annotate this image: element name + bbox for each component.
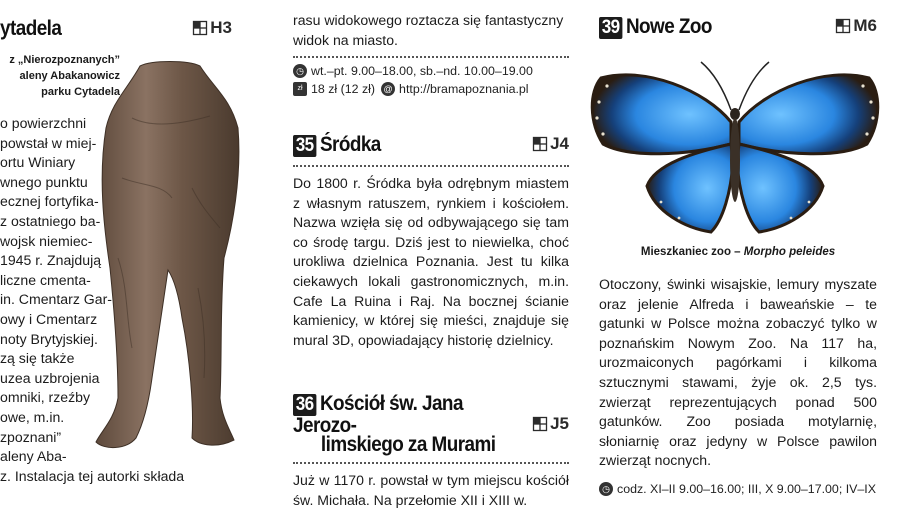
section-srodka (293, 134, 569, 350)
grid-ref-label: J5 (550, 414, 569, 433)
section-header-cytadela (0, 18, 232, 40)
section-title-text: Nowe Zoo (625, 15, 712, 38)
grid-reference (533, 414, 569, 434)
body-line: omniki, rzeźby (0, 389, 91, 406)
website-link[interactable]: http://bramapoznania.pl (399, 82, 529, 97)
map-grid-icon (533, 417, 547, 431)
grid-reference (836, 16, 877, 36)
cytadela-continuation (293, 11, 569, 98)
section-title-text: Śródka (319, 133, 381, 156)
section-body: Do 1800 r. Śródka była odrębnym miastem z własnym ratuszem, rynkiem i kościołem. Nazwa wzięła się od odbywającego się tam co środę targu. Dziś jest to niewielka, choć urokliwa dzielnica Poznania. Jest tu kilka ciekawych lokali gastronomicznych, m.in. Cafe La Ruina i Raj. Na bocznej ścianie kamienicy, w której się mieści, znajduje się mural 3D, opowiadający historię dzielnicy. (293, 175, 569, 348)
grid-ref-label: H3 (210, 18, 232, 37)
hours-text: codz. XI–II 9.00–16.00; III, X 9.00–17.00; IV–IX (617, 482, 877, 496)
section-header (293, 394, 569, 454)
hours-text: wt.–pt. 9.00–18.00, sb.–nd. 10.00–19.00 (311, 64, 533, 79)
body-line: owy i Cmentarz (0, 311, 98, 327)
body-line: ortu Winiary (0, 154, 76, 171)
at-sign-icon: @ (381, 82, 395, 96)
caption-text: Mieszkaniec zoo – (640, 246, 744, 258)
body-line: uzea uzbrojenia (0, 369, 100, 386)
price-text: 18 zł (12 zł) (311, 82, 376, 97)
section-body-nowe-zoo: Otoczony, świnki wisajskie, lemury myszate oraz jelenie Alfreda i baweańskie – te gatunki w Polsce można zobaczyć tylko w poznańskim Nowym Zoo. Na 117 ha, urozmaiconych pagórkami i kilkoma sztucznymi stawami, żyje ok. 2,5 tys. zwierząt reprezentujących ponad 500 gatunków. Zoo posiada motylarnię, słoniarnię oraz jedyny w Polsce pawilon zwierząt nocnych. (599, 276, 877, 469)
body-line: owe, m.in. (0, 409, 65, 425)
grid-ref-label: J4 (550, 134, 569, 153)
image-caption (599, 246, 877, 258)
section-title-line: limskiego za Murami (320, 433, 496, 456)
body-line: in. Cmentarz Gar- (0, 291, 112, 308)
section-number: 39 (599, 17, 622, 39)
section-kosciol-jana (293, 394, 569, 510)
map-grid-icon (836, 19, 850, 33)
sculpture-image (92, 58, 242, 453)
body-line: noty Brytyjskiej. (0, 330, 98, 347)
section-header (293, 134, 569, 157)
section-title: ytadela (0, 17, 62, 40)
body-line: zą się także (0, 350, 75, 367)
caption-line: parku Cytadela (41, 86, 120, 98)
body-line: liczne cmenta- (0, 271, 91, 288)
dotted-divider (293, 165, 569, 167)
grid-reference (533, 134, 569, 154)
grid-reference (193, 18, 232, 38)
middle-column (293, 0, 569, 508)
section-title (293, 394, 509, 454)
body-line: zpoznani” (0, 428, 62, 445)
section-title (599, 16, 712, 39)
body-line: 1945 r. Znajdują (0, 252, 102, 269)
section-title (293, 134, 381, 157)
body-line: powstał w miej- (0, 134, 97, 151)
body-line: z. Instalacja tej autorki składa (0, 467, 185, 484)
body-line: wojsk niemiec- (0, 232, 93, 249)
section-number: 36 (293, 394, 316, 416)
right-column (599, 0, 877, 495)
map-grid-icon (193, 21, 207, 35)
body-line: o powierzchni (0, 115, 87, 131)
body-line: ecznej fortyfika- (0, 193, 99, 210)
ticket-icon: zł (293, 82, 307, 96)
section-title-line: Kościół św. Jana Jerozo- (293, 392, 463, 437)
caption-line: aleny Abakanowicz (19, 70, 120, 82)
clock-icon: ◷ (293, 64, 307, 78)
dotted-divider (293, 56, 569, 58)
butterfly-image (585, 52, 885, 242)
left-column (0, 0, 232, 495)
clock-icon: ◷ (599, 482, 613, 496)
section-number: 35 (293, 135, 316, 157)
body-line: wnego punktu (0, 173, 88, 190)
map-grid-icon (533, 137, 547, 151)
dotted-divider (293, 462, 569, 464)
section-header-nowe-zoo (599, 16, 877, 39)
caption-species: Morpho peleides (743, 246, 836, 258)
opening-hours (599, 480, 877, 498)
section-body: Już w 1170 r. powstał w tym miejscu kościół św. Michała. Na przełomie XII i XIII w. (293, 472, 569, 508)
body-line: aleny Aba- (0, 448, 67, 465)
price-and-website (293, 80, 569, 98)
grid-ref-label: M6 (853, 16, 877, 35)
caption-line: z „Nierozpoznanych” (9, 54, 120, 66)
body-line: z ostatniego ba- (0, 213, 101, 229)
opening-hours (293, 62, 569, 80)
continuation-text: rasu widokowego roztacza się fantastyczny widok na miasto. (293, 12, 564, 48)
